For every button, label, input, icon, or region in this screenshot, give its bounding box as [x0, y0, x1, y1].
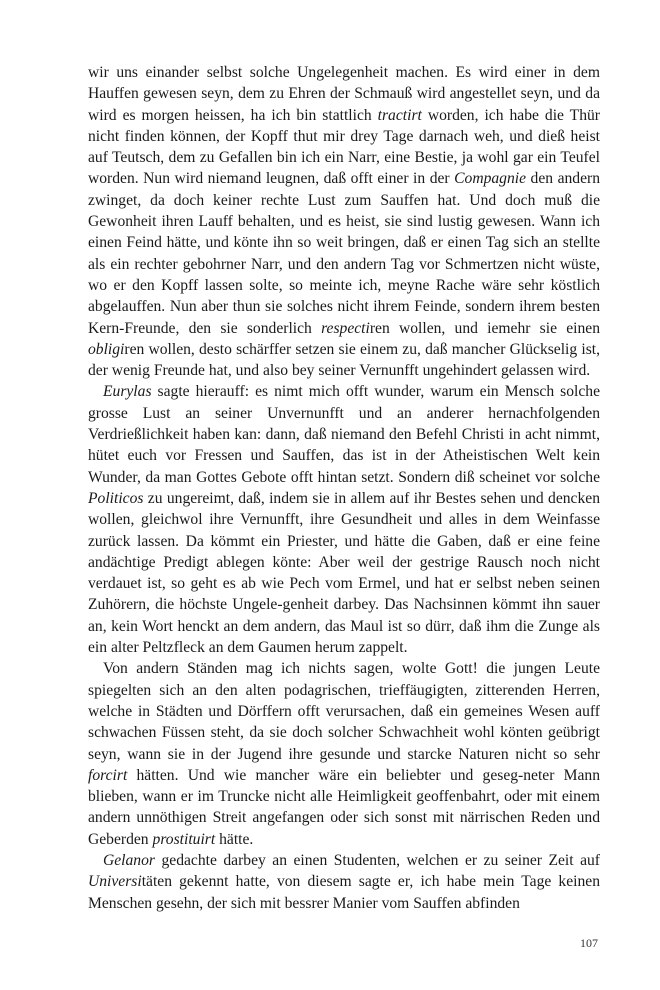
text-segment: den andern zwinget, da doch keiner rechte Lust zum Sauffen hat. Und doch muß die Gewonheit ihren Lauff behalten, und es heist, sie sind lustig gewesen. Wann ich einen Feind hätte, und könte ihn so weit bringen, daß er einen Tag sich an stellte als ein rechter gebohrner Narr, und den andern Tag vor Schmertzen nicht wüste, wo er den Kopff lassen solte, so meinte ich, meyne Rache wäre sehr köstlich abgelauffen. Nun aber thun sie solches nicht ihrem Feinde, sondern ihrem besten Kern-Freunde, den sie sonderlich: [88, 170, 600, 337]
page-body: [88, 62, 600, 914]
text-segment: sagte hierauff: es nimt mich offt wunder, warum ein Mensch solche grosse Lust an seiner Unvernunfft und an anderer hernachfolgenden Verdrießlichkeit haben kan: dann, daß niemand den Befehl Christi in acht nimmt, hütet euch vor Fressen und Sauffen, das ist in der Atheistischen Welt kein Wunder, da man Gottes Gebote offt hintan setzt. Sondern diß scheinet vor solche: [88, 383, 600, 486]
text-segment: zu ungereimt, daß, indem sie in allem auf ihr Bestes sehen und dencken wollen, gleichwol ihre Vernunfft, ihre Gesundheit und alles in dem Weinfasse zurück lassen. Da kömmt ein Priester, und hätte die Gaben, daß er eine feine andächtige Predigt ablegen könte: Aber weil der gestrige Rausch noch nicht verdauet ist, so geht es ab wie Pech vom Ermel, und hat er selbst neben seinen Zuhörern, die höchste Ungele-genheit darbey. Das Nachsinnen kömmt ihn sauer an, kein Wort henckt an dem andern, das Maul ist so dürr, daß ihm die Zunge als ein alter Peltzfleck an dem Gaumen herum zappelt.: [88, 489, 600, 657]
text-segment: ren wollen, desto schärffer setzen sie einem zu, daß mancher Glückselig ist, der wenig Freunde hat, und also bey seiner Vernunfft ungehindert gelassen wird.: [88, 340, 600, 380]
paragraph-4: [88, 850, 600, 914]
text-segment: hätten. Und wie mancher wäre ein beliebter und geseg-neter Mann blieben, wann er im Truncke nicht alle Heimligkeit geoffenbahrt, oder mit einem andern unnöthigen Streit angefangen oder sich sonst mit närrischen Reden und Geberden: [88, 766, 600, 848]
italic-term: tractirt: [377, 106, 422, 124]
speaker-name: Eurylas: [103, 383, 152, 401]
italic-term: Universi: [88, 873, 142, 891]
italic-term: obligi: [88, 340, 125, 358]
text-segment: hätte.: [215, 830, 254, 848]
text-segment: täten gekennt hatte, von diesem sagte er, ich habe mein Tage keinen Menschen gesehn, der sich mit bessrer Manier vom Sauffen abfinden: [88, 873, 600, 912]
italic-term: Politicos: [88, 489, 144, 507]
text-segment: ren wollen, und iemehr sie einen: [369, 319, 601, 337]
paragraph-3: [88, 658, 600, 850]
paragraph-1: [88, 62, 600, 381]
italic-term: Compagnie: [454, 170, 527, 188]
paragraph-2: [88, 381, 600, 658]
text-segment: Von andern Ständen mag ich nichts sagen, wolte Gott! die jungen Leute spiegelten sich an den alten podagrischen, trieffäugigten, zitterenden Herren, welche in Städten und Dörffern offt verursachen, daß ein gemeines Wesen auff schwachen Füssen steht, da sie doch solcher Schwachheit wohl könten geübrigt seyn, wann sie in der Jugend ihre gesunde und starcke Naturen nicht so sehr: [88, 660, 600, 763]
italic-term: respecti: [321, 319, 370, 337]
italic-term: prostituirt: [152, 830, 216, 848]
speaker-name: Gelanor: [103, 851, 155, 869]
page-number: 107: [580, 936, 598, 950]
text-segment: wir uns einander selbst solche Ungelegenheit machen. Es wird einer in dem Hauffen gewesen seyn, dem zu Ehren der Schmauß wird angestellet seyn, und da wird es morgen heissen, ha ich bin stattlich: [88, 64, 600, 124]
italic-term: forcirt: [88, 766, 128, 784]
text-segment: worden, ich habe die Thür nicht finden können, der Kopff thut mir drey Tage darnach weh, und dieß heist auf Teutsch, dem zu Gefallen bin ich ein Narr, eine Bestie, ja wohl gar ein Teufel worden. Nun wird niemand leugnen, daß offt einer in der: [88, 106, 600, 188]
text-segment: gedachte darbey an einen Studenten, welchen er zu seiner Zeit auf: [154, 851, 600, 869]
